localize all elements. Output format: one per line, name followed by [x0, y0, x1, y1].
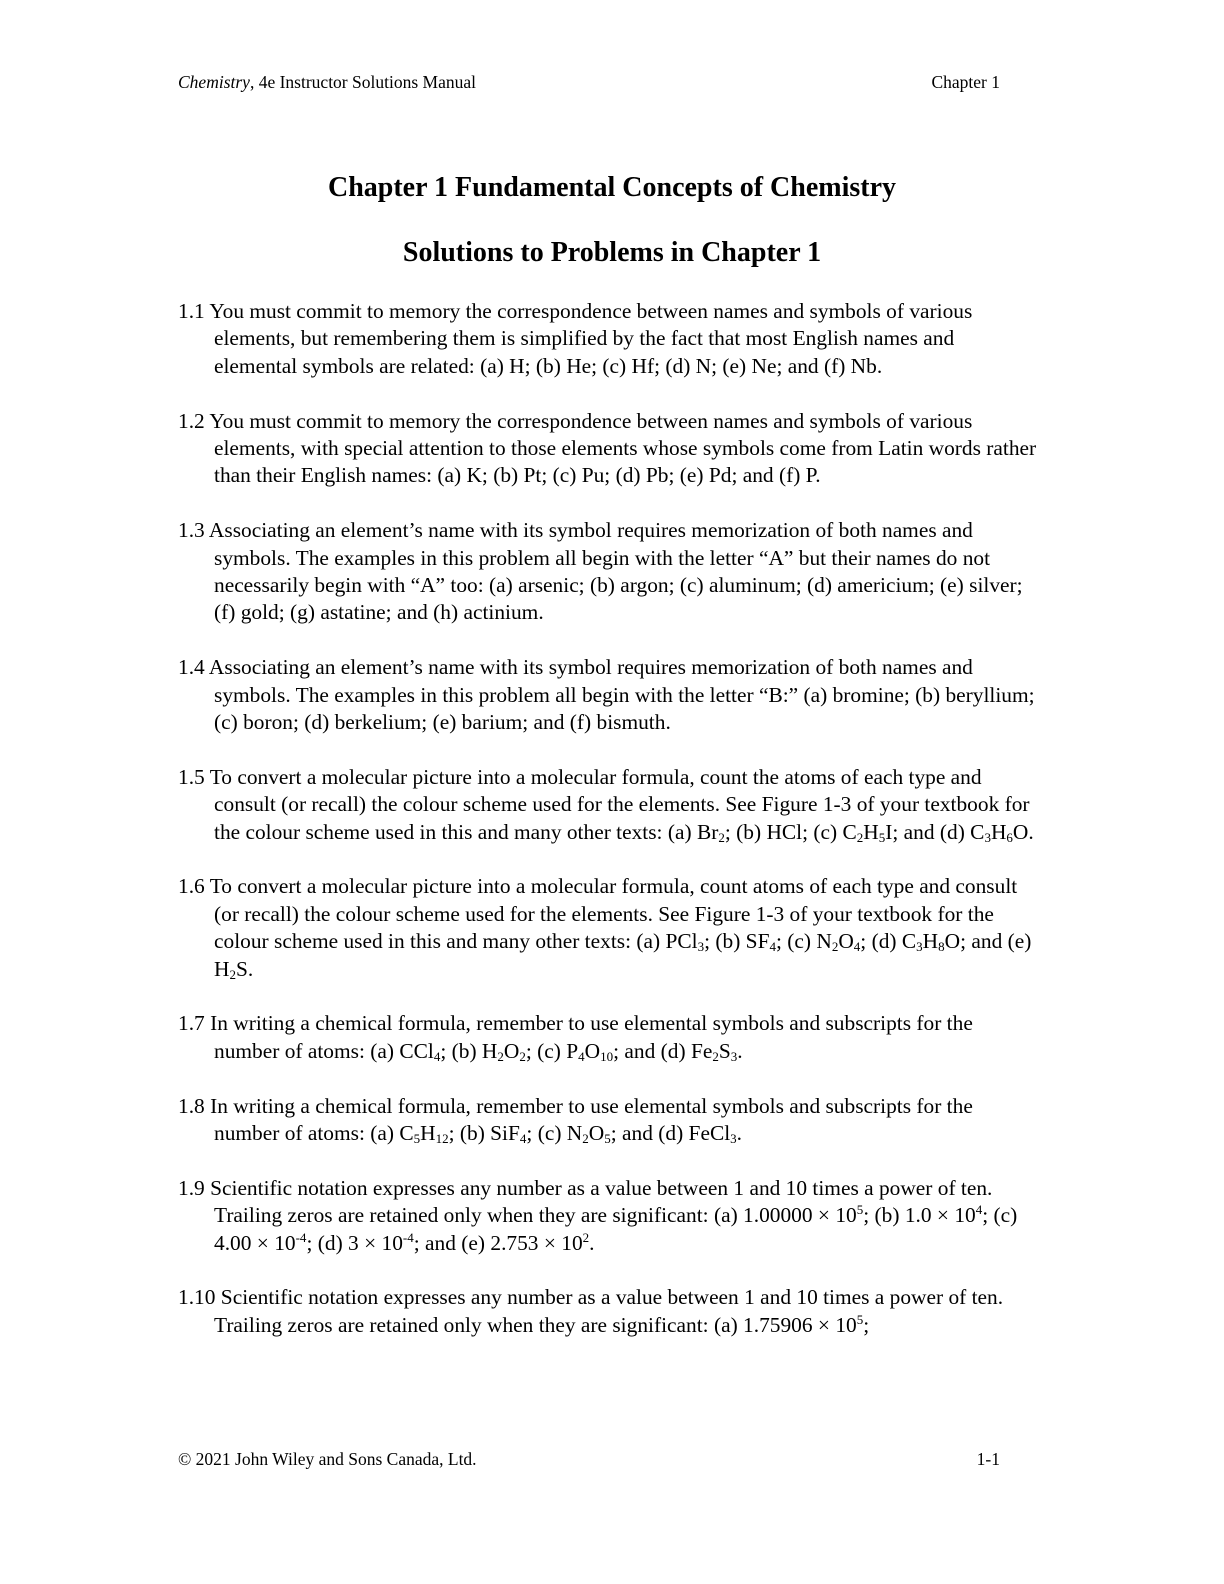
- formula-answer: and (e) $H_2S$.: [214, 929, 1032, 982]
- notation-answer: and (e) $2.753 \times 10^2$.: [425, 1229, 595, 1255]
- problem-number: 1.3: [178, 518, 205, 543]
- problem-text: In writing a chemical formula, remember to use elemental symbols and subscripts for the number of atoms:: [210, 1093, 973, 1146]
- problem-text: You must commit to memory the correspondence between names and symbols of various elements, but remembering them is simplified by the fact that most English names and elemental symbols are related: (a) H; (b) He; (c) Hf; (d) N; (e) Ne; and (f) Nb.: [209, 299, 973, 378]
- formula-answer: (a) $C_5H_{12}$;: [370, 1121, 455, 1147]
- problem-number: 1.6: [178, 874, 205, 899]
- chapter-title: Chapter 1 Fundamental Concepts of Chemistry: [327, 172, 897, 203]
- problem-1-9: [178, 1175, 1038, 1257]
- notation-answer: (b) $1.0 \times 10^4$;: [874, 1202, 989, 1228]
- problem-text: Associating an element’s name with its symbol requires memorization of both names and symbols. The examples in this problem all begin with the letter “A” but their names do not necessarily begin with “A” too: (a) arsenic; (b) argon; (c) aluminum; (d) americium; (e) silver; (f) gold; (g) astatine; and (h) actinium.: [208, 518, 1023, 625]
- problem-text: Scientific notation expresses any number as a value between 1 and 10 times a power of ten. Trailing zeros are retained only when they are significant:: [210, 1175, 993, 1228]
- notation-answer: (a) $1.00000 \times 10^5$;: [713, 1202, 870, 1228]
- problem-1-6: [178, 873, 1038, 983]
- notation-answer: (d) $3 \times 10^{-4}$;: [317, 1229, 420, 1255]
- book-subtitle: , 4e Instructor Solutions Manual: [249, 72, 476, 92]
- formula-answer: and (d) FeCl$_3$.: [622, 1121, 743, 1147]
- problem-number: 1.5: [178, 764, 205, 789]
- problem-number: 1.7: [178, 1011, 205, 1036]
- problem-text: You must commit to memory the correspondence between names and symbols of various elements, with special attention to those elements whose symbols come from Latin words rather than their English names: (a) K; (b) Pt; (c) Pu; (d) Pb; (e) Pd; and (f) P.: [209, 408, 1037, 488]
- problem-number: 1.1: [178, 299, 205, 323]
- formula-answer: (b) HCl;: [736, 819, 809, 844]
- problem-1-8: [178, 1093, 1038, 1148]
- formula-answer: (a) CCl$_4$;: [370, 1038, 447, 1064]
- formula-answer: and (d) $Fe_2S_3$.: [624, 1038, 743, 1064]
- formula-answer: (d) $C_3H_8O$;: [871, 929, 967, 955]
- notation-answer: (c) $4.00 \times 10^{-4}$;: [214, 1203, 1018, 1255]
- problem-number: 1.10: [178, 1285, 216, 1310]
- formula-answer: (c) $N_2O_5$;: [537, 1121, 617, 1147]
- notation-answer: (a) $1.75906 \times 10^5$;: [713, 1311, 870, 1337]
- header-book-title: [178, 72, 476, 93]
- problem-text: Scientific notation expresses any number as a value between 1 and 10 times a power of ten. Trailing zeros are retained only when they are significant:: [214, 1285, 1004, 1337]
- problem-1-5: [178, 764, 1038, 846]
- problem-1-7: [178, 1010, 1038, 1065]
- page-number: 1-1: [976, 1449, 1000, 1469]
- page-header: [178, 72, 1000, 96]
- formula-answer: (c) $P_4O_{10}$;: [537, 1038, 620, 1064]
- problem-text: To convert a molecular picture into a molecular formula, count the atoms of each type and consult (or recall) the colour scheme used for the elements. See Figure 1-3 of your textbook for the colour scheme used in this and many other texts:: [209, 764, 1030, 844]
- formula-answer: (c) $N_2O_4$;: [787, 929, 867, 955]
- problem-1-2: [178, 408, 1038, 490]
- formula-answer: (c) $C_2H_5I$;: [813, 819, 899, 845]
- formula-answer: (b) SiF$_4$;: [459, 1121, 533, 1147]
- formula-answer: (b) $H_2O_2$;: [451, 1038, 532, 1064]
- book-title: Chemistry: [178, 72, 250, 92]
- problem-1-3: [178, 517, 1038, 627]
- problem-list: [178, 298, 1038, 1367]
- formula-answer: (a) $Br_2$;: [667, 819, 731, 845]
- problem-number: 1.8: [178, 1093, 205, 1118]
- header-chapter: Chapter 1: [931, 72, 1000, 92]
- formula-answer: (a) PCl$_3$;: [636, 929, 711, 955]
- problem-text: To convert a molecular picture into a molecular formula, count atoms of each type and consult (or recall) the colour scheme used for the elements. See Figure 1-3 of your textbook for the colour scheme used in this and many other texts:: [209, 874, 1018, 954]
- page-footer: [178, 1449, 1000, 1473]
- problem-1-4: [178, 654, 1038, 736]
- problem-number: 1.4: [178, 655, 205, 680]
- copyright-notice: © 2021 John Wiley and Sons Canada, Ltd.: [178, 1449, 477, 1469]
- formula-answer: and (d) $C_3H_6O$.: [903, 819, 1034, 845]
- section-title: Solutions to Problems in Chapter 1: [402, 237, 822, 268]
- problem-text: Associating an element’s name with its symbol requires memorization of both names and symbols. The examples in this problem all begin with the letter “B:” (a) bromine; (b) beryllium; (c) boron; (d) berkelium; (e) barium; and (f) bismuth.: [208, 655, 1035, 735]
- problem-1-1: [178, 298, 1038, 380]
- problem-number: 1.2: [178, 408, 205, 433]
- problem-1-10: [178, 1284, 1038, 1339]
- formula-answer: (b) $SF_4$;: [715, 929, 782, 955]
- problem-number: 1.9: [178, 1175, 205, 1200]
- problem-text: In writing a chemical formula, remember to use elemental symbols and subscripts for the number of atoms:: [210, 1011, 973, 1063]
